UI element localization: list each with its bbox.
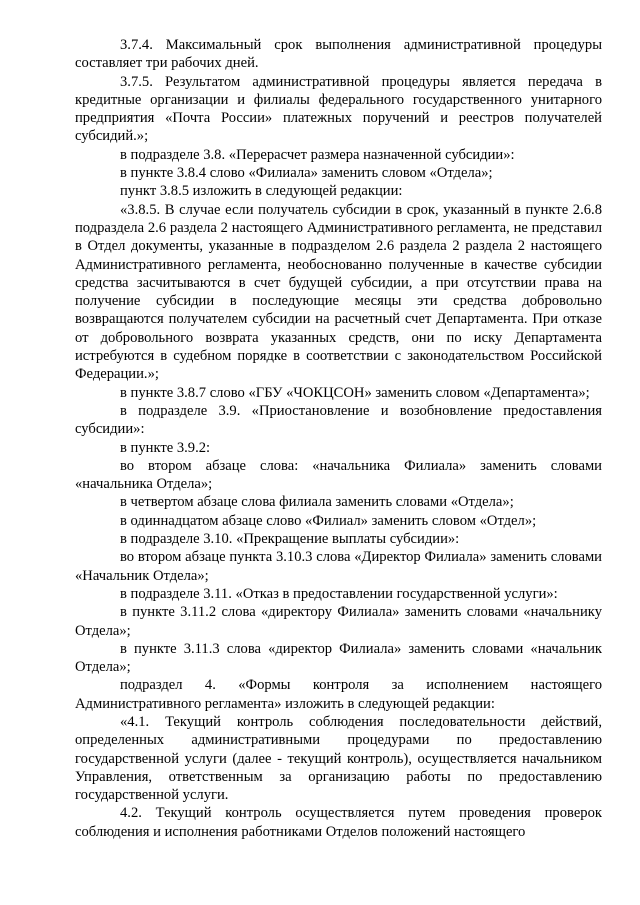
paragraph-fourth-abzac: в четвертом абзаце слова филиала заменить словами «Отдела»; xyxy=(120,494,514,511)
paragraph-subsection-3-8: в подразделе 3.8. «Перерасчет размера назначенной субсидии»: xyxy=(120,146,515,163)
paragraph-4-2: 4.2. Текущий контроль осуществляется путем проведения проверок соблюдения и исполнения работниками Отделов положений настоящего xyxy=(75,805,602,840)
paragraph-item-3-9-2: в пункте 3.9.2: xyxy=(120,439,211,456)
paragraph-subsection-3-11: в подразделе 3.11. «Отказ в предоставлении государственной услуги»: xyxy=(120,585,558,602)
paragraph-subsection-3-10: в подразделе 3.10. «Прекращение выплаты субсидии»: xyxy=(120,531,460,548)
paragraph-3-7-5: 3.7.5. Результатом административной процедуры является передача в кредитные организации и филиалы федерального государственного унитарного предприятия «Почта России» платежных поручений и реестров получателей субсидий.»; xyxy=(75,73,602,145)
paragraph-subsection-3-9: в подразделе 3.9. «Приостановление и возобновление предоставления субсидии»: xyxy=(75,402,602,438)
paragraph-item-3-8-5-intro: пункт 3.8.5 изложить в следующей редакции: xyxy=(120,183,403,200)
paragraph-second-abzac: во втором абзаце слова: «начальника Филиала» заменить словами «начальника Отдела»; xyxy=(75,457,602,493)
paragraph-item-3-11-3: в пункте 3.11.3 слова «директор Филиала» заменить словами «начальник Отдела»; xyxy=(75,640,602,676)
document-body xyxy=(75,36,602,841)
paragraph-item-3-10-3: во втором абзаце пункта 3.10.3 слова «Директор Филиала» заменить словами «Начальник Отдела»; xyxy=(75,549,602,584)
paragraph-item-3-8-7: в пункте 3.8.7 слово «ГБУ «ЧОКЦСОН» заменить словом «Департамента»; xyxy=(120,384,590,401)
paragraph-eleventh-abzac: в одиннадцатом абзаце слово «Филиал» заменить словом «Отдел»; xyxy=(120,512,537,529)
paragraph-3-7-4: 3.7.4. Максимальный срок выполнения административной процедуры составляет три рабочих дней. xyxy=(75,37,602,72)
paragraph-item-3-11-2: в пункте 3.11.2 слова «директору Филиала» заменить словами «начальнику Отдела»; xyxy=(75,604,602,639)
paragraph-3-8-5-text: «3.8.5. В случае если получатель субсидии в срок, указанный в пункте 2.6.8 подраздела 2.6 раздела 2 настоящего Административного регламента, не представил в Отдел документы, указанные в подразделом 2.6 раздела 2 раздела 2 настоящего Административного регламента, необоснованно полученные в качестве субсидии средства засчитываются в счет будущей субсидии, а при отсутствии права на получение субсидии в последующие месяцы эти средства добровольно возвращаются получателем субсидии на расчетный счет Департамента. При отказе от добровольного возврата указанных средств, они по иску Департамента истребуются в судебном порядке в соответствии с законодательством Российской Федерации.»; xyxy=(75,201,602,383)
paragraph-item-3-8-4: в пункте 3.8.4 слово «Филиала» заменить словом «Отдела»; xyxy=(120,165,493,182)
paragraph-subsection-4: подраздел 4. «Формы контроля за исполнением настоящего Административного регламента» изложить в следующей редакции: xyxy=(75,677,602,712)
paragraph-4-1: «4.1. Текущий контроль соблюдения последовательности действий, определенных административными процедурами по предоставлению государственной услуги (далее - текущий контроль), осуществляется начальником Управления, ответственным за организацию работы по предоставлению государственной услуги. xyxy=(75,713,602,804)
